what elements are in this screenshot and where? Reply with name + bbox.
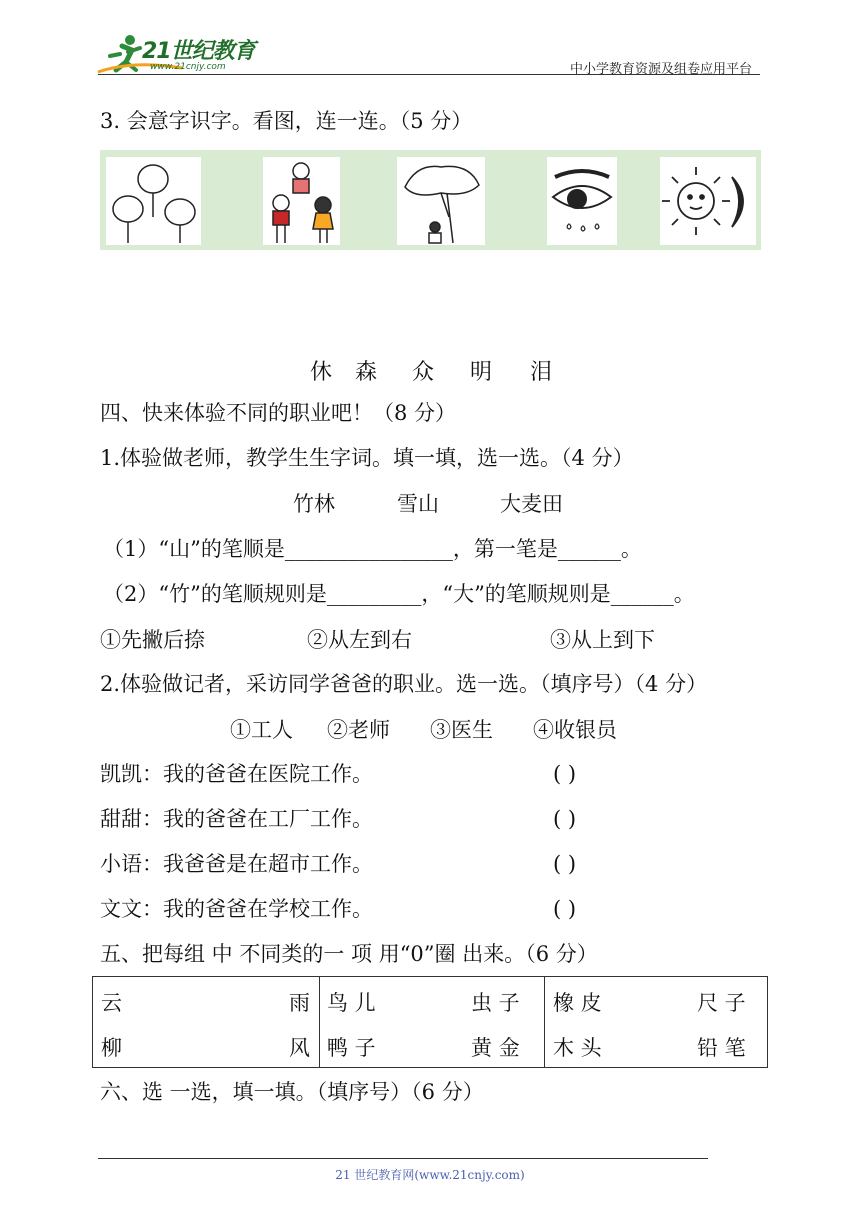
statement-2: 甜甜：我的爸爸在工厂工作。 [100, 807, 373, 831]
char-xiu: 休 [310, 360, 333, 385]
table-cell: 虫 子 [471, 991, 520, 1015]
table-cell: 橡 皮 [553, 991, 602, 1015]
table-cell: 云 [101, 991, 122, 1015]
section-6-title: 六、选 一选，填一填。（填序号）（6 分） [100, 1080, 484, 1104]
header-divider [98, 74, 760, 75]
table-cell: 柳 [101, 1036, 122, 1060]
word-xueshan: 雪山 [397, 492, 439, 516]
option-4: ④收银员 [533, 718, 617, 742]
answer-paren-2[interactable]: ( ) [553, 807, 577, 831]
table-cell: 铅 笔 [697, 1036, 746, 1060]
footer-divider [98, 1158, 708, 1159]
table-divider [319, 977, 320, 1067]
char-lei: 泪 [530, 360, 553, 385]
s4-sub2: （2）“竹”的笔顺规则是_________，“大”的笔顺规则是______。 [103, 582, 695, 606]
rule-1: ①先撇后捺 [100, 628, 205, 652]
section-4-title: 四、快来体验不同的职业吧！（8 分） [100, 401, 457, 425]
trees-image [106, 157, 201, 245]
header-platform-text: 中小学教育资源及组卷应用平台 [570, 62, 753, 77]
table-cell: 雨 [289, 991, 310, 1015]
rule-2: ②从左到右 [307, 628, 412, 652]
logo-text: 21世纪教育 [142, 39, 255, 64]
option-2: ②老师 [327, 718, 390, 742]
classify-table [92, 976, 768, 1068]
word-damaitian: 大麦田 [500, 492, 563, 516]
sun-moon-image [660, 157, 756, 245]
logo-url: www.21cnjy.com [150, 62, 226, 72]
s4-q2-title: 2.体验做记者，采访同学爸爸的职业。选一选。（填序号）（4 分） [100, 672, 708, 696]
statement-4: 文文：我的爸爸在学校工作。 [100, 897, 373, 921]
table-divider [544, 977, 545, 1067]
person-under-tree-image [397, 157, 485, 245]
option-3: ③医生 [430, 718, 493, 742]
table-cell: 木 头 [553, 1036, 602, 1060]
table-cell: 鸟 儿 [327, 991, 376, 1015]
char-zhong: 众 [412, 360, 435, 385]
answer-paren-4[interactable]: ( ) [553, 897, 577, 921]
s4-q1-title: 1.体验做老师，教学生生字词。填一填，选一选。（4 分） [100, 446, 634, 470]
char-sen: 森 [355, 360, 378, 385]
word-zhulin: 竹林 [293, 492, 335, 516]
s4-sub1: （1）“山”的笔顺是________________，第一笔是______。 [103, 537, 642, 561]
answer-paren-3[interactable]: ( ) [553, 852, 577, 876]
option-1: ①工人 [230, 718, 293, 742]
table-cell: 黄 金 [471, 1036, 520, 1060]
section-5-title: 五、把每组 中 不同类的一 项 用“0”圈 出来。（6 分） [100, 942, 598, 966]
answer-paren-1[interactable]: ( ) [553, 762, 577, 786]
crying-eye-image [547, 157, 617, 245]
table-cell: 风 [289, 1036, 310, 1060]
table-cell: 鸭 子 [327, 1036, 376, 1060]
footer-text[interactable]: 21 世纪教育网(www.21cnjy.com) [335, 1168, 525, 1182]
q3-title: 3. 会意字识字。看图，连一连。（5 分） [100, 109, 473, 133]
people-image [263, 157, 340, 245]
rule-3: ③从上到下 [550, 628, 655, 652]
char-ming: 明 [470, 360, 493, 385]
table-cell: 尺 子 [697, 991, 746, 1015]
statement-1: 凯凯：我的爸爸在医院工作。 [100, 762, 373, 786]
picture-strip [100, 150, 761, 250]
statement-3: 小语：我爸爸是在超市工作。 [100, 852, 373, 876]
